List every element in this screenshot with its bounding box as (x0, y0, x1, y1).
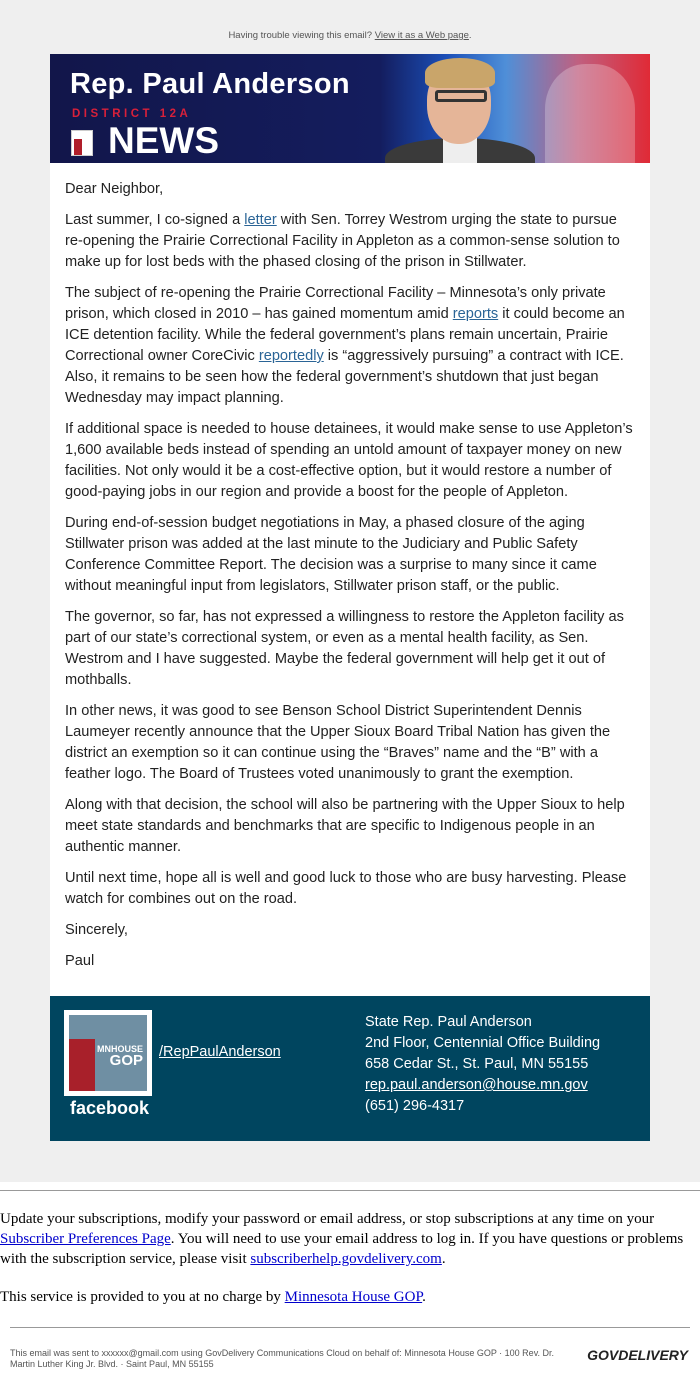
address-block: State Rep. Paul Anderson 2nd Floor, Centennial Office Building 658 Cedar St., St. Paul, MN 55155 rep.paul.anderson@house.mn.gov (651) 296-4317 (365, 1012, 600, 1117)
header-banner (50, 54, 650, 163)
web-version-link[interactable]: View it as a Web page (374, 30, 469, 41)
paragraph: Until next time, hope all is well and good luck to those who are busy harvesting. Please watch for combines out on the road. (65, 870, 627, 907)
reportedly-link[interactable]: reportedly (258, 348, 324, 364)
paragraph: The subject of re-opening the Prairie Correctional Facility – Minnesota’s only private prison, which closed in 2010 – has gained momentum amid reports it could become an ICE detention facility. While the federal government’s plans remain uncertain, Prairie Correctional owner CoreCivic reportedly is “aggressively pursuing” a contract with ICE. Also, it remains to be seen how the federal government’s shutdown that just began Wednesday may impact planning. (65, 285, 625, 406)
capitol-image (545, 64, 635, 163)
banner-district: DISTRICT 12A (72, 108, 192, 120)
paragraph: In other news, it was good to see Benson School District Superintendent Dennis Laumeyer recently announce that the Upper Sioux Board Tribal Nation has given the district an exemption so it can continue using the “Braves” name and the “B” with a feather logo. The Board of Trustees voted unanimously to grant the exemption. (65, 703, 611, 782)
subscription-info: Update your subscriptions, modify your password or email address, or stop subscriptions at any time on your Subscriber Preferences Page. You will need to use your email address to log in. If you have questions or problems with the subscription service, please visit subscriberhelp.govdelivery.com. This service is provided to you at no charge by Minnesota House GOP. (0, 1211, 684, 1305)
subscriber-help-link[interactable]: subscriberhelp.govdelivery.com (250, 1251, 442, 1267)
signature: Paul (65, 953, 95, 969)
banner-title: Rep. Paul Anderson (70, 68, 350, 100)
paragraph: The governor, so far, has not expressed a willingness to restore the Appleton facility as part of our state’s correctional system, or even as a mental health facility, as Sen. Westrom and I have suggested. Maybe the federal government will help get it out of mothballs. (65, 609, 624, 688)
representative-photo (385, 54, 535, 163)
greeting: Dear Neighbor, (65, 181, 164, 197)
reports-link[interactable]: reports (452, 306, 499, 322)
legal-footer: This email was sent to xxxxxx@gmail.com using GovDelivery Communications Cloud on behalf of: Minnesota House GOP · 100 Rev. Dr. Martin Luther King Jr. Blvd. · Saint Paul, MN 55155 GOVDELIVERY (10, 1347, 688, 1369)
facebook-logo[interactable]: MNHOUSE GOP (64, 1010, 152, 1096)
house-gop-link[interactable]: Minnesota House GOP (284, 1289, 423, 1305)
preheader: Having trouble viewing this email? View it as a Web page. (228, 30, 472, 41)
gop-logo-icon (71, 130, 93, 156)
paragraph: Along with that decision, the school will also be partnering with the Upper Sioux to help meet state standards and benchmarks that are specific to Indigenous people in an authentic manner. (65, 797, 625, 855)
subscriber-preferences-link[interactable]: Subscriber Preferences Page (0, 1231, 171, 1247)
paragraph: If additional space is needed to house detainees, it would make sense to use Appleton’s 1,600 available beds instead of spending an untold amount of taxpayer money on new facilities. Not only would it be a cost-effective option, but it would restore a number of good-paying jobs in our region and provide a boost for the people of Appleton. (65, 421, 633, 500)
contact-footer (50, 996, 650, 1141)
govdelivery-logo: GOVDELIVERY (587, 1347, 688, 1363)
banner-news: NEWS (108, 120, 219, 161)
letter-link[interactable]: letter (244, 212, 277, 228)
facebook-link[interactable]: /RepPaulAnderson (159, 1044, 281, 1060)
letter-body (50, 163, 650, 996)
phone: (651) 296-4317 (365, 1098, 465, 1114)
facebook-label: facebook (70, 1098, 150, 1118)
email-link[interactable]: rep.paul.anderson@house.mn.gov (365, 1077, 588, 1093)
closing: Sincerely, (65, 922, 128, 938)
paragraph: During end-of-session budget negotiations in May, a phased closure of the aging Stillwater prison was added at the last minute to the Judiciary and Public Safety Conference Committee Report. The decision was a surprise to many since it came without meaningful input from legislators, Stillwater prison staff, or the public. (65, 515, 597, 594)
paragraph: Last summer, I co-signed a letter with Sen. Torrey Westrom urging the state to pursue re-opening the Prairie Correctional Facility in Appleton as a common-sense solution to make up for lost beds with the phased closing of the prison in Stillwater. (65, 212, 620, 270)
